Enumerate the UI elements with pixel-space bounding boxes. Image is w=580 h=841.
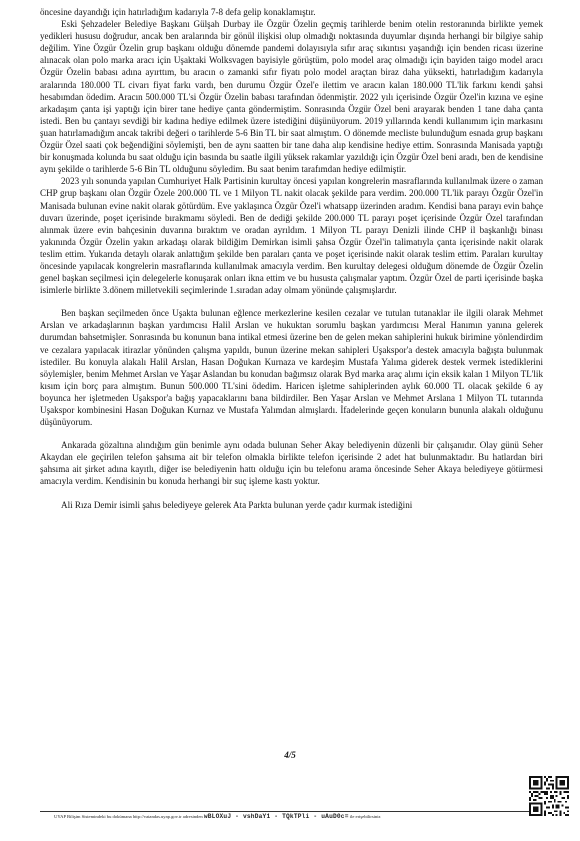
document-body (40, 6, 543, 511)
paragraph-kurultay-payments: 2023 yılı sonunda yapılan Cumhuriyet Halk Partisinin kurultay öncesi yapılan kongrelerin masraflarında kullanılmak üzere o zaman CHP grup başkanı olan Özgür Özele 200.000 TL ve 1 Milyon TL nakit olacak şekilde para verdim. 200.000 TL'lik parayı Özgür Özel'in Manisada bulunan evine nakit olarak götürdüm. Eve yaklaşınca Özgür Özel'i whatsapp üzerinden aradım. Kendisi bana parayı evin bahçe duvarı üzerinde, poşet içerisinde bırakmamı söyledi. Ben de dediği şekilde 200.000 TL parayı poşet içerisinde Özgür Özel tarafından alınmak üzere evin bahçesinin duvarına bıraktım ve oradan ayrıldım. 1 Milyon TL parayı Denizli ilinde CHP il başkanlığı binası yakınında Özgür Özelin yakın arkadaşı olarak bildiğim Demirkan isimli şahsa Özgür Özel'in talimatıyla çanta içerisinde nakit olarak teslim ettim. Yukarıda detaylı olarak anlattığım şekilde ben paraları çanta ve poşet içerisinde nakit olarak teslim ettim. Paraları kurultay öncesinde yapılacak kongrelerin masraflarında kullanılmak amacıyla verdim. Ben kurultay delegesi olduğum dönemde de Özgür Özelin genel başkan seçilmesi için delegelerle konuşarak onları ikna ettim ve bu hususta çalışmalar yaptım. Özgür Özel de parti içerisinde başka isimlerle birlikte 3.dönem milletvekili seçimlerinde 1.sıradan aday olmam yönünde çalışmışlardır. (40, 176, 543, 296)
page-number: 4/5 (284, 750, 296, 760)
paragraph-usakspor-donations: Ben başkan seçilmeden önce Uşakta bulunan eğlence merkezlerine kesilen cezalar ve tutulan tutanaklar ile ilgili olarak Mehmet Arslan ve arkadaşlarının başkan yardımcısı Halil Arslan ve hukuktan sorumlu başkan yardımcısı Meral Hanımın yanına gelerek durumdan bahsetmişler. Sonrasında bu konunun bana intikal etmesi üzerine ben de gelen mekan sahiplerini hukuk birimine yönlendirdim ve cezalara yapılacak itirazlar yönünden çalışma yapıldı, bunun üzerine mekan sahipleri Uşakspor'a destek amacıyla bağışta bulunmak istediler. Bu konuyla alakalı Halil Arslan, Hasan Doğukan Kurnaza ve kardeşim Mustafa Yalıma giderek destek vermek istediklerini söylemişler, benim Mehmet Arslan ve Yaşar Aslandan bu konudan bağımsız olarak Byd marka araç alımı için eksik kalan 1 Milyon TL'lik kısım için borç para almıştım. Bunun 500.000 TL'sini ödedim. Haricen işletme sahiplerinden aylık 60.000 TL olacak şekilde 6 ay boyunca her işletmeden Uşakspor'a bağış yapacaklarını bana bildirdiler. Ben Yaşar Arslan ve Mehmet Arslana 1 Milyon TL tutarında Uşakspor kombinesini Hasan Doğukan Kurnaz ve Mustafa Yalımdan almışlardı. İfadelerinde geçen konuların bununla alakalı olduğunu düşünüyorum. (40, 308, 543, 428)
paragraph-ali-riza-demir: Ali Rıza Demir isimli şahıs belediyeye gelerek Ata Parkta bulunan yerde çadır kurmak istediğini (61, 499, 413, 510)
footer-divider (40, 811, 540, 812)
paragraph-gulsah-durbay: Eski Şehzadeler Belediye Başkanı Gülşah Durbay ile Özgür Özelin geçmiş tarihlerde benim otelin restoranında birlikte yemek yedikleri hususu doğrudur, ancak ben aralarında bir gönül ilişkisi olup olmadığı noktasında duyumlar dışında herhangi bir bilgiye sahip değilim. Yine Özgür Özelin grup başkanı olduğu dönemde pandemi dolayısıyla sıfır araç sıkıntısı yaşandığı için benden ricası üzerine alınacak olan polo marka aracı için Uşaktaki Wolksvagen bayisiyle görüştüm, polo model araç olmadığı için bayiden taigo model aracı Özgür Özelin babası adına ayırttım, bu aracın o zamanki sıfır fiyatı polo model araçtan biraz daha yüksekti, hatırladığım kadarıyla aralarında 180.000 TL civarı fiyat farkı vardı, ben durumu Özgür Özel'e ilettim ve aracın kalan 180.000 TL'lik farkını kendi şahsi hesabımdan ödedim. Aracın 500.000 TL'si Özgür Özelin babası tarafından ödenmiştir. 2022 yılı içerisinde Özgür Özel'in kızına ve eşine arkadaşım çanta işi yaptığı için birer tane hediye çanta göndermiştim. Sonrasında Özgür Özel beni arayarak benden 1 tane daha çanta istedi. Ben bu çantayı sevdiği bir kadına hediye edilmek üzere istediğini düşünüyorum. 2019 yıllarında kendi kullanımım için markasını şuan hatırlamadığım ancak takribi değeri o tarihlerde 5-6 Bin TL bir saat almıştım. O dönemde mecliste bulunduğum esnada grup başkanı Özgür Özel saati çok beğendiğini söylemişti, ben de aynı saatten bir tane daha alıp kendisine hediye ettim. Sonrasında Manisada yaptığı bir konuşmada kolunda bu saat olduğu için basında bu saatle ilgili yüksek rakamlar yazıldığı için Özgür Özel beni aradı, ben de kendisine aynı şekilde o tarihlerde 5-6 Bin TL olduğunu söyledim. Bu saat benim tarafımdan hediye edilmiştir. (40, 19, 543, 175)
footer-access-suffix: ile erişebilirsiniz (349, 814, 381, 819)
qr-code-icon (529, 776, 569, 816)
paragraph-seher-akay: Ankarada gözaltına alındığım gün benimle aynı odada bulunan Seher Akay belediyenin düzenli bir çalışanıdır. Olay günü Seher Akaydan ele geçirilen telefon şahsıma ait bir telefon olmakla birlikte telefon içerisinde 2 adet hat bulunmaktadır. Bu hatlardan biri şahsıma ait şirket adına kayıtlı, diğer ise belediyenin hattı olduğu için bu telefonu arama öncesinde Seher Akaya belediyeye götürmesi amacıyla verdim. Kendisinin bu konuda herhangi bir suç işleme kastı yoktur. (40, 440, 543, 487)
footer-access-text: UYAP Bilişim Sistemindeki bu dokümana http://vatandas.uyap.gov.tr adresinden (54, 814, 203, 819)
uyap-footer (54, 813, 534, 820)
paragraph-continuation: öncesine dayandığı için hatırladığım kadarıyla 7-8 defa gelip konaklamıştır. (40, 7, 316, 17)
verification-code: wBLOXuJ - vshDaY1 - TQkTPli - uAuD0c= (203, 813, 349, 820)
